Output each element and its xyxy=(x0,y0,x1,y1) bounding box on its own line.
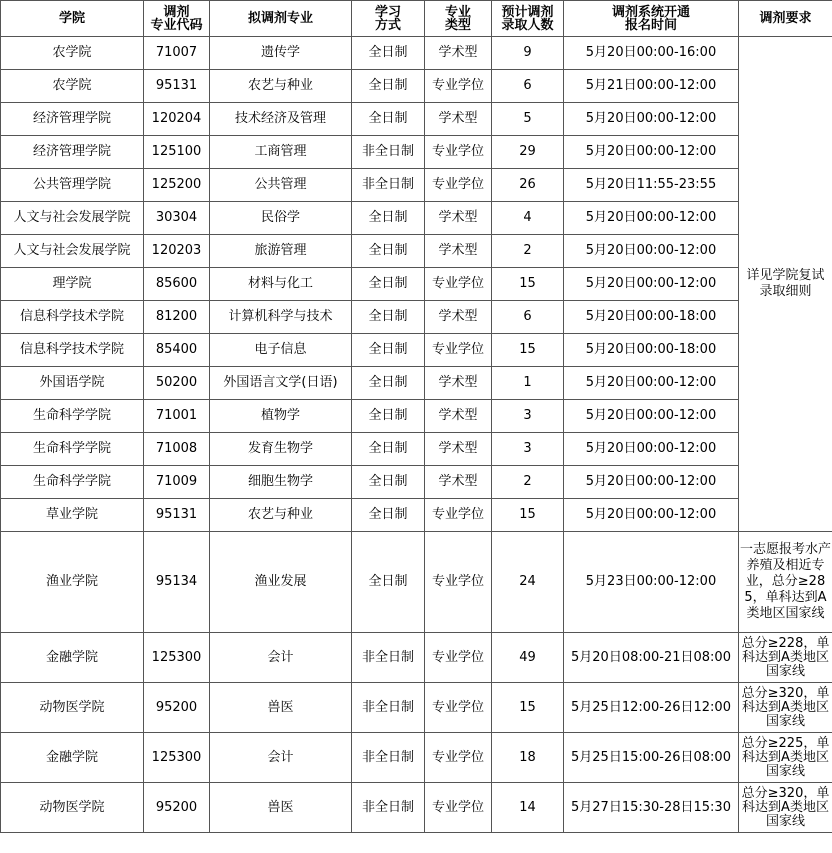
cell-count: 49 xyxy=(492,633,564,683)
col-header-type: 专业 类型 xyxy=(425,1,492,37)
table-row xyxy=(1,783,832,833)
cell-mode: 全日制 xyxy=(352,103,425,136)
cell-type: 专业学位 xyxy=(425,499,492,532)
cell-major: 渔业发展 xyxy=(210,532,352,633)
cell-time: 5月20日00:00-12:00 xyxy=(564,367,739,400)
cell-type: 学术型 xyxy=(425,400,492,433)
cell-major: 计算机科学与技术 xyxy=(210,301,352,334)
cell-time: 5月27日15:30-28日15:30 xyxy=(564,783,739,833)
cell-code: 95200 xyxy=(144,683,210,733)
cell-time: 5月25日12:00-26日12:00 xyxy=(564,683,739,733)
cell-major: 兽医 xyxy=(210,783,352,833)
cell-mode: 非全日制 xyxy=(352,169,425,202)
cell-mode: 全日制 xyxy=(352,202,425,235)
col-header-code: 调剂 专业代码 xyxy=(144,1,210,37)
cell-code: 85600 xyxy=(144,268,210,301)
cell-time: 5月20日00:00-12:00 xyxy=(564,202,739,235)
cell-mode: 全日制 xyxy=(352,334,425,367)
cell-count: 3 xyxy=(492,400,564,433)
cell-code: 125100 xyxy=(144,136,210,169)
col-header-major: 拟调剂专业 xyxy=(210,1,352,37)
cell-req: 总分≥228，单科达到A类地区国家线 xyxy=(739,633,832,683)
cell-mode: 全日制 xyxy=(352,70,425,103)
cell-mode: 全日制 xyxy=(352,37,425,70)
cell-type: 学术型 xyxy=(425,202,492,235)
cell-type: 专业学位 xyxy=(425,169,492,202)
table-row xyxy=(1,37,832,70)
cell-code: 71007 xyxy=(144,37,210,70)
table-row xyxy=(1,400,832,433)
table-row xyxy=(1,169,832,202)
cell-count: 4 xyxy=(492,202,564,235)
cell-college: 动物医学院 xyxy=(1,783,144,833)
cell-time: 5月20日00:00-16:00 xyxy=(564,37,739,70)
table-row xyxy=(1,633,832,683)
table-row xyxy=(1,733,832,783)
cell-major: 农艺与种业 xyxy=(210,499,352,532)
cell-mode: 全日制 xyxy=(352,301,425,334)
table-row xyxy=(1,532,832,633)
cell-req: 总分≥225，单科达到A类地区国家线 xyxy=(739,733,832,783)
cell-college: 经济管理学院 xyxy=(1,103,144,136)
cell-req: 总分≥320，单科达到A类地区国家线 xyxy=(739,683,832,733)
cell-mode: 非全日制 xyxy=(352,633,425,683)
cell-major: 农艺与种业 xyxy=(210,70,352,103)
cell-count: 9 xyxy=(492,37,564,70)
cell-major: 细胞生物学 xyxy=(210,466,352,499)
cell-college: 动物医学院 xyxy=(1,683,144,733)
cell-type: 专业学位 xyxy=(425,70,492,103)
cell-count: 2 xyxy=(492,466,564,499)
cell-time: 5月20日00:00-12:00 xyxy=(564,400,739,433)
cell-count: 15 xyxy=(492,683,564,733)
cell-major: 植物学 xyxy=(210,400,352,433)
cell-major: 旅游管理 xyxy=(210,235,352,268)
cell-college: 生命科学学院 xyxy=(1,433,144,466)
cell-mode: 全日制 xyxy=(352,466,425,499)
cell-code: 71009 xyxy=(144,466,210,499)
cell-type: 专业学位 xyxy=(425,633,492,683)
cell-time: 5月20日00:00-12:00 xyxy=(564,433,739,466)
cell-code: 120204 xyxy=(144,103,210,136)
cell-major: 会计 xyxy=(210,633,352,683)
cell-req-merged: 详见学院复试录取细则 xyxy=(739,37,832,532)
cell-type: 学术型 xyxy=(425,235,492,268)
cell-code: 95200 xyxy=(144,783,210,833)
cell-time: 5月20日00:00-12:00 xyxy=(564,136,739,169)
cell-code: 95134 xyxy=(144,532,210,633)
cell-time: 5月23日00:00-12:00 xyxy=(564,532,739,633)
cell-code: 50200 xyxy=(144,367,210,400)
cell-code: 71008 xyxy=(144,433,210,466)
cell-mode: 全日制 xyxy=(352,400,425,433)
cell-mode: 非全日制 xyxy=(352,783,425,833)
cell-time: 5月20日00:00-12:00 xyxy=(564,268,739,301)
table-row xyxy=(1,499,832,532)
cell-college: 金融学院 xyxy=(1,733,144,783)
cell-code: 95131 xyxy=(144,70,210,103)
cell-type: 学术型 xyxy=(425,433,492,466)
cell-type: 学术型 xyxy=(425,37,492,70)
cell-college: 人文与社会发展学院 xyxy=(1,235,144,268)
cell-time: 5月20日00:00-18:00 xyxy=(564,301,739,334)
table-row xyxy=(1,202,832,235)
cell-college: 渔业学院 xyxy=(1,532,144,633)
table-row xyxy=(1,235,832,268)
cell-college: 信息科学技术学院 xyxy=(1,334,144,367)
cell-major: 遗传学 xyxy=(210,37,352,70)
cell-type: 专业学位 xyxy=(425,334,492,367)
cell-count: 2 xyxy=(492,235,564,268)
cell-major: 民俗学 xyxy=(210,202,352,235)
cell-time: 5月20日00:00-12:00 xyxy=(564,466,739,499)
cell-mode: 全日制 xyxy=(352,235,425,268)
cell-count: 6 xyxy=(492,70,564,103)
table-row xyxy=(1,433,832,466)
cell-req: 总分≥320，单科达到A类地区国家线 xyxy=(739,783,832,833)
cell-code: 120203 xyxy=(144,235,210,268)
cell-code: 125300 xyxy=(144,633,210,683)
table-row xyxy=(1,103,832,136)
cell-college: 理学院 xyxy=(1,268,144,301)
cell-time: 5月20日00:00-18:00 xyxy=(564,334,739,367)
cell-count: 1 xyxy=(492,367,564,400)
cell-major: 材料与化工 xyxy=(210,268,352,301)
cell-college: 人文与社会发展学院 xyxy=(1,202,144,235)
cell-mode: 非全日制 xyxy=(352,136,425,169)
cell-time: 5月21日00:00-12:00 xyxy=(564,70,739,103)
cell-count: 5 xyxy=(492,103,564,136)
table-row xyxy=(1,367,832,400)
cell-count: 15 xyxy=(492,334,564,367)
cell-college: 农学院 xyxy=(1,70,144,103)
cell-code: 81200 xyxy=(144,301,210,334)
cell-type: 专业学位 xyxy=(425,268,492,301)
cell-mode: 全日制 xyxy=(352,532,425,633)
header-row xyxy=(1,1,832,37)
col-header-count: 预计调剂 录取人数 xyxy=(492,1,564,37)
cell-count: 26 xyxy=(492,169,564,202)
cell-college: 公共管理学院 xyxy=(1,169,144,202)
cell-major: 工商管理 xyxy=(210,136,352,169)
col-header-college: 学院 xyxy=(1,1,144,37)
cell-code: 71001 xyxy=(144,400,210,433)
cell-code: 85400 xyxy=(144,334,210,367)
cell-mode: 全日制 xyxy=(352,367,425,400)
cell-count: 6 xyxy=(492,301,564,334)
cell-mode: 全日制 xyxy=(352,499,425,532)
cell-mode: 非全日制 xyxy=(352,733,425,783)
cell-major: 技术经济及管理 xyxy=(210,103,352,136)
table-row xyxy=(1,268,832,301)
cell-time: 5月20日11:55-23:55 xyxy=(564,169,739,202)
cell-mode: 全日制 xyxy=(352,268,425,301)
col-header-time: 调剂系统开通 报名时间 xyxy=(564,1,739,37)
col-header-req: 调剂要求 xyxy=(739,1,832,37)
cell-code: 125200 xyxy=(144,169,210,202)
cell-type: 专业学位 xyxy=(425,532,492,633)
cell-time: 5月20日08:00-21日08:00 xyxy=(564,633,739,683)
cell-major: 外国语言文学(日语) xyxy=(210,367,352,400)
table-row xyxy=(1,136,832,169)
cell-type: 专业学位 xyxy=(425,683,492,733)
table-row xyxy=(1,466,832,499)
cell-code: 30304 xyxy=(144,202,210,235)
cell-type: 专业学位 xyxy=(425,136,492,169)
cell-time: 5月20日00:00-12:00 xyxy=(564,103,739,136)
cell-time: 5月20日00:00-12:00 xyxy=(564,499,739,532)
cell-req: 一志愿报考水产养殖及相近专业，总分≥285，单科达到A类地区国家线 xyxy=(739,532,832,633)
table-row xyxy=(1,301,832,334)
cell-college: 信息科学技术学院 xyxy=(1,301,144,334)
cell-count: 29 xyxy=(492,136,564,169)
cell-college: 外国语学院 xyxy=(1,367,144,400)
col-header-mode: 学习 方式 xyxy=(352,1,425,37)
table-row xyxy=(1,70,832,103)
cell-count: 3 xyxy=(492,433,564,466)
cell-type: 学术型 xyxy=(425,466,492,499)
cell-college: 生命科学学院 xyxy=(1,466,144,499)
cell-college: 生命科学学院 xyxy=(1,400,144,433)
cell-type: 专业学位 xyxy=(425,733,492,783)
cell-college: 农学院 xyxy=(1,37,144,70)
cell-time: 5月25日15:00-26日08:00 xyxy=(564,733,739,783)
cell-college: 草业学院 xyxy=(1,499,144,532)
cell-type: 学术型 xyxy=(425,301,492,334)
cell-time: 5月20日00:00-12:00 xyxy=(564,235,739,268)
cell-type: 专业学位 xyxy=(425,783,492,833)
cell-college: 金融学院 xyxy=(1,633,144,683)
cell-type: 学术型 xyxy=(425,103,492,136)
cell-count: 18 xyxy=(492,733,564,783)
cell-mode: 全日制 xyxy=(352,433,425,466)
table-row xyxy=(1,334,832,367)
cell-mode: 非全日制 xyxy=(352,683,425,733)
cell-major: 兽医 xyxy=(210,683,352,733)
cell-major: 发育生物学 xyxy=(210,433,352,466)
cell-count: 24 xyxy=(492,532,564,633)
cell-count: 15 xyxy=(492,268,564,301)
cell-major: 电子信息 xyxy=(210,334,352,367)
cell-count: 15 xyxy=(492,499,564,532)
cell-code: 125300 xyxy=(144,733,210,783)
cell-college: 经济管理学院 xyxy=(1,136,144,169)
cell-major: 公共管理 xyxy=(210,169,352,202)
cell-count: 14 xyxy=(492,783,564,833)
cell-code: 95131 xyxy=(144,499,210,532)
cell-major: 会计 xyxy=(210,733,352,783)
table-row xyxy=(1,683,832,733)
cell-type: 学术型 xyxy=(425,367,492,400)
